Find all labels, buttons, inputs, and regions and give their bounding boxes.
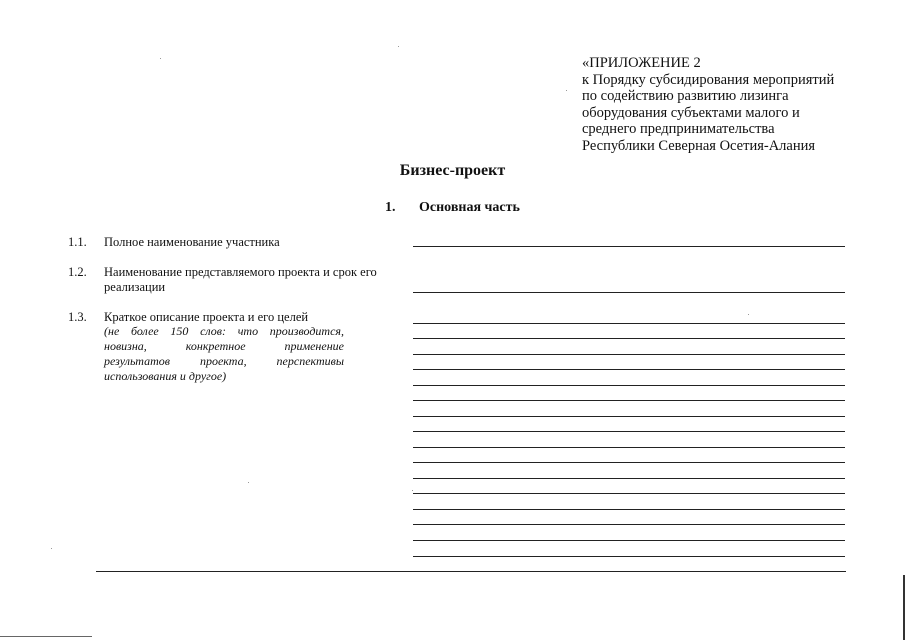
hint-line: использования и другое)	[104, 369, 227, 383]
appendix-line: к Порядку субсидирования мероприятий	[582, 71, 835, 88]
section-number: 1.	[385, 200, 396, 215]
fill-line	[413, 447, 845, 448]
scan-speck	[160, 58, 161, 59]
fill-line	[413, 323, 845, 324]
scan-speck	[51, 548, 52, 549]
appendix-header	[582, 55, 882, 155]
appendix-line: оборудования субъектами малого и	[582, 104, 800, 121]
appendix-line: среднего предпринимательства	[582, 121, 775, 138]
section-title: Основная часть	[419, 200, 520, 215]
item-number: 1.3.	[68, 310, 87, 324]
item-hint	[104, 324, 344, 384]
fill-line	[413, 478, 845, 479]
fill-line	[413, 416, 845, 417]
scan-speck	[248, 482, 249, 483]
fill-line	[413, 493, 845, 494]
scan-edge	[0, 636, 92, 637]
fill-line	[413, 462, 845, 463]
fill-line	[413, 385, 845, 386]
scan-speck	[412, 490, 413, 491]
appendix-line: по содействию развитию лизинга	[582, 88, 789, 105]
fill-line	[413, 292, 845, 293]
fill-line	[413, 369, 845, 370]
hint-line: результатов проекта, перспективы	[104, 354, 344, 368]
fill-line	[413, 556, 845, 557]
appendix-line: «ПРИЛОЖЕНИЕ 2	[582, 55, 701, 71]
appendix-line: Республики Северная Осетия-Алания	[582, 137, 816, 154]
fill-line	[413, 540, 845, 541]
hint-line: новизна, конкретное применение	[104, 339, 344, 353]
bottom-rule	[96, 571, 846, 572]
item-number: 1.1.	[68, 235, 87, 249]
document-title: Бизнес-проект	[399, 162, 506, 179]
item-number: 1.2.	[68, 265, 87, 279]
item-label: Наименование представляемого проекта и срок его реализации	[104, 265, 377, 294]
fill-line	[413, 246, 845, 247]
fill-line	[413, 338, 845, 339]
scan-speck	[566, 90, 567, 91]
fill-line	[413, 509, 845, 510]
section-heading	[385, 200, 520, 216]
item-label: Полное наименование участника	[104, 235, 280, 249]
hint-line: (не более 150 слов: что производится,	[104, 324, 344, 338]
scan-speck	[398, 46, 399, 47]
fill-line	[413, 400, 845, 401]
fill-line	[413, 524, 845, 525]
item-label: Краткое описание проекта и его целей	[104, 310, 309, 324]
scan-speck	[748, 314, 749, 315]
fill-line	[413, 431, 845, 432]
fill-line	[413, 354, 845, 355]
